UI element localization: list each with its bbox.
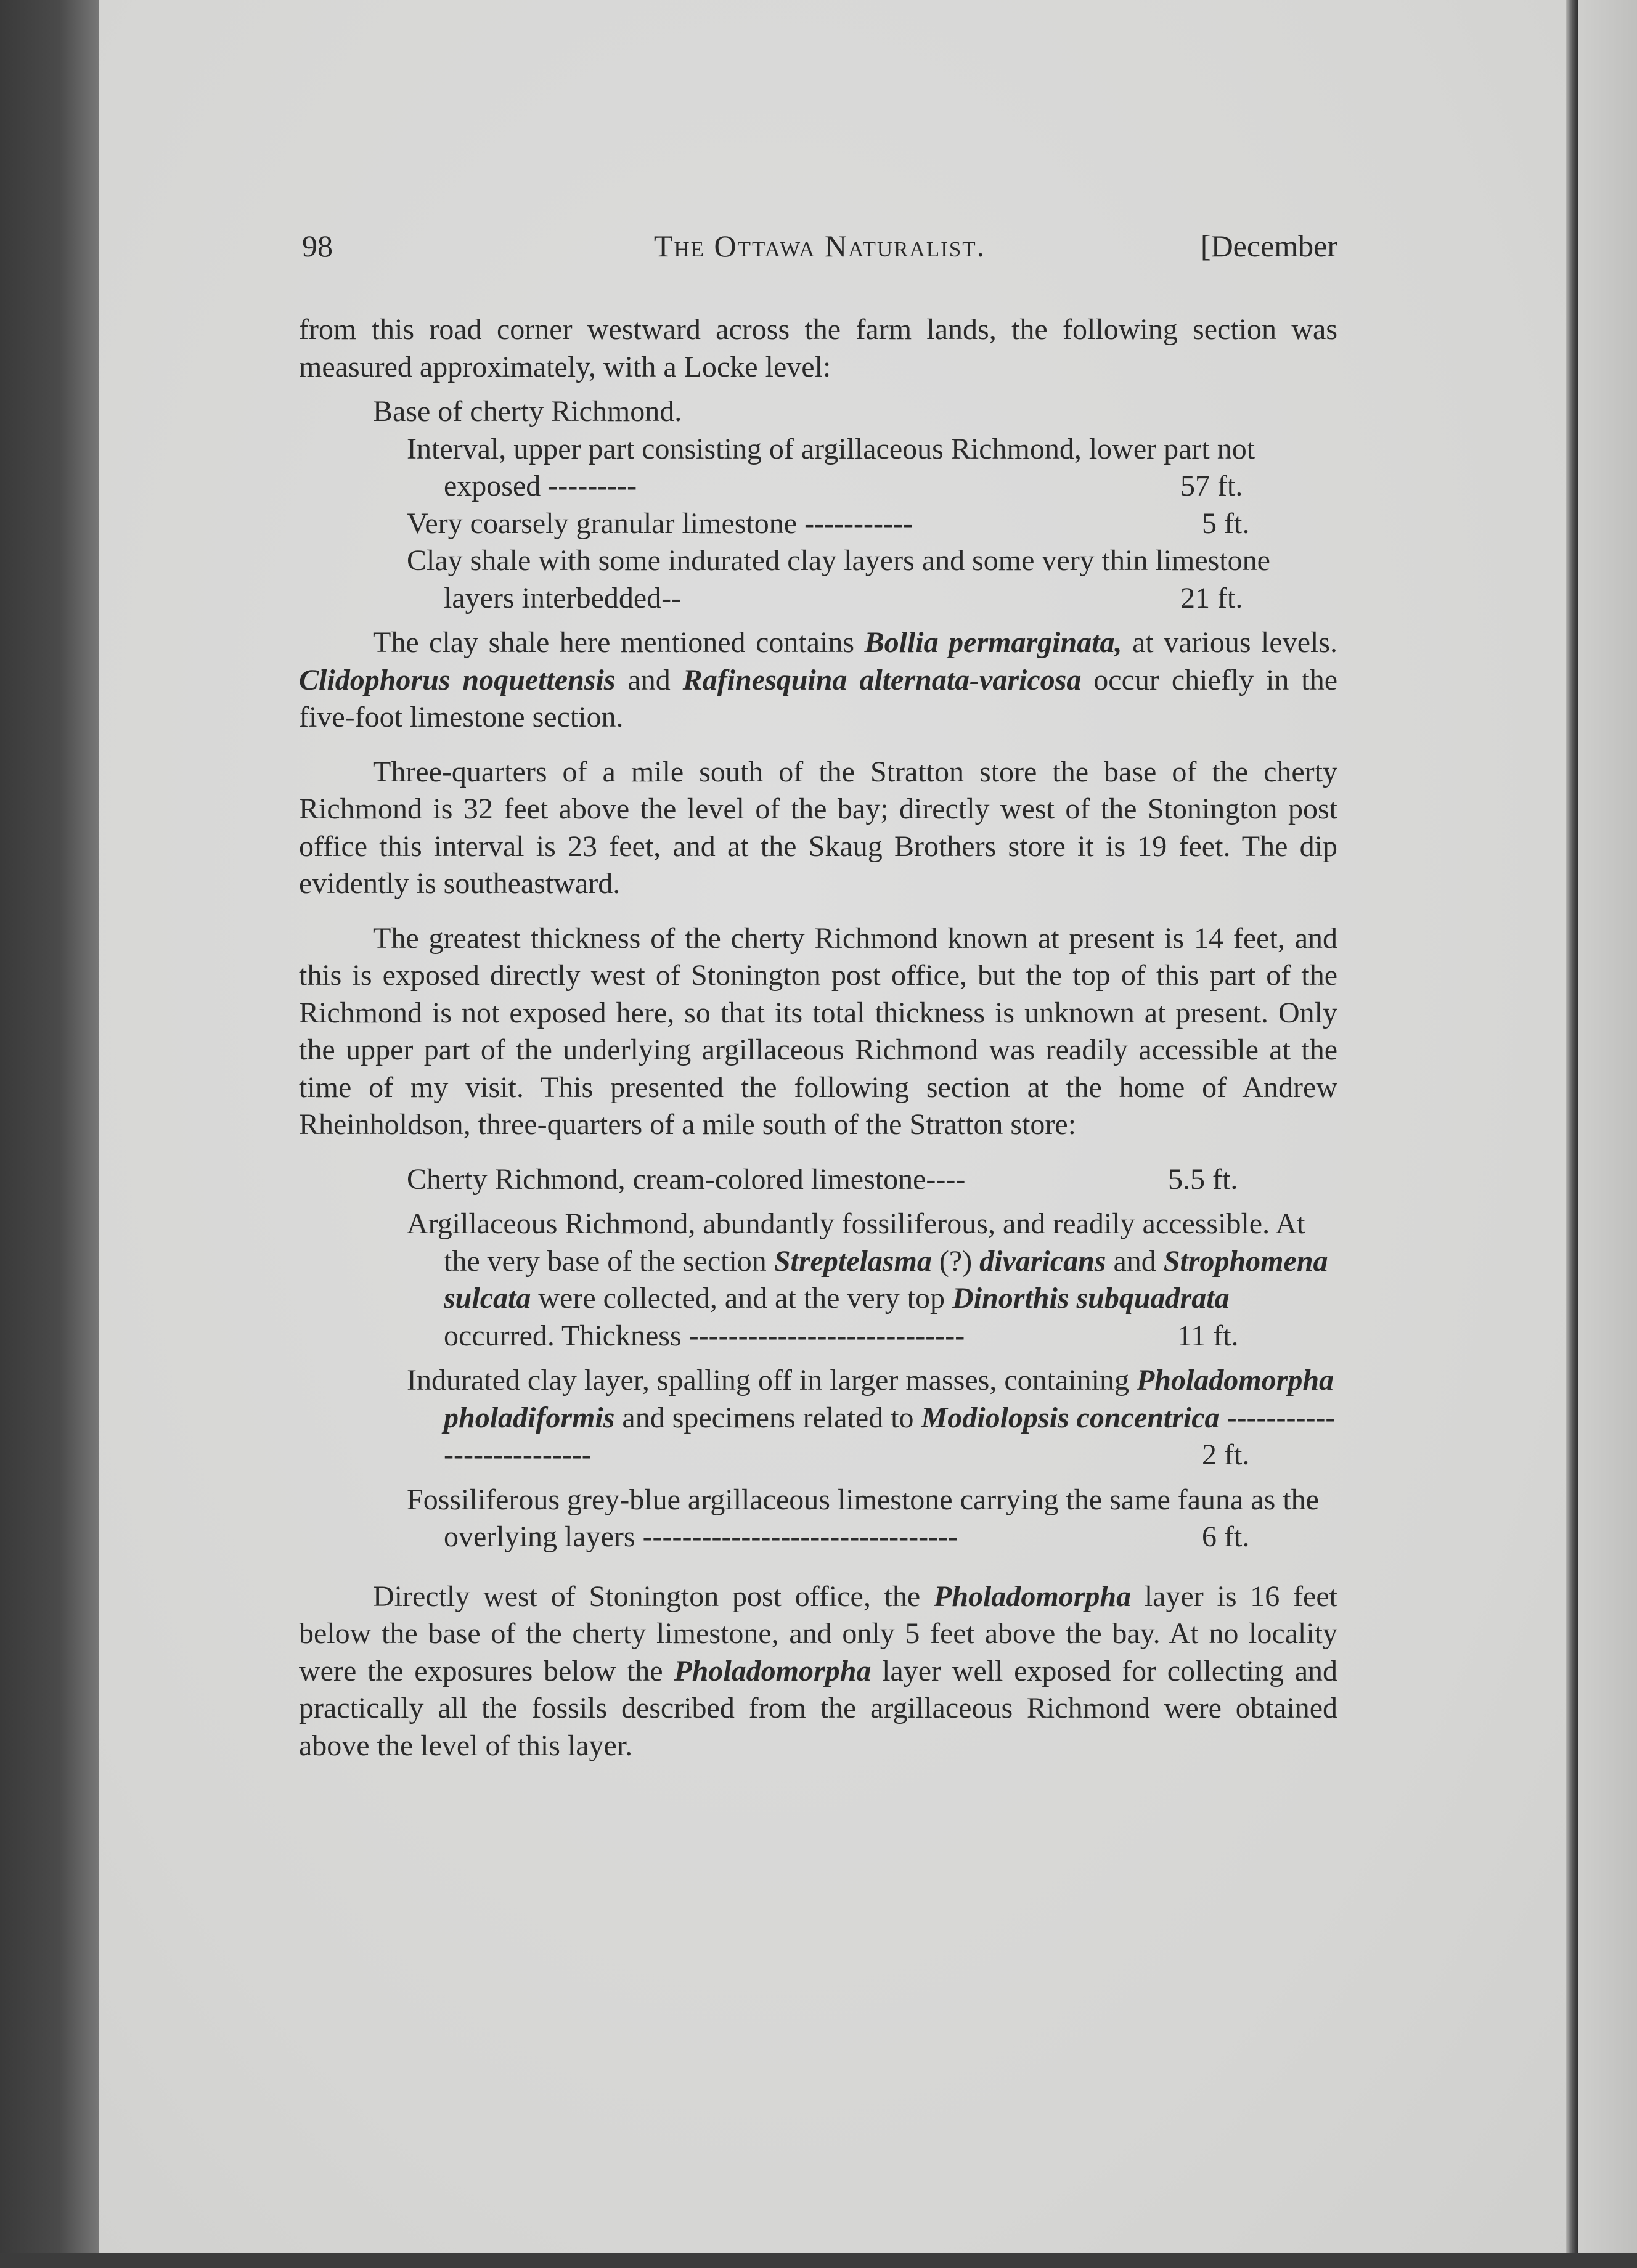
text-run: -------------------------- [444,1401,1336,1471]
species-name: Dinorthis subquadrata [952,1282,1230,1315]
section2-entry-text: Fossiliferous grey-blue argillaceous limestone carrying the same fauna as the overlying layers -------------------------------- [407,1483,1319,1553]
journal-title: The Ottawa Naturalist. [653,229,986,263]
species-name: Bollia permarginata, [864,626,1122,659]
section2-entry-fossiliferous [407,1482,1337,1556]
section2-entry-text: Cherty Richmond, cream-colored limestone---- [407,1162,966,1196]
intro-paragraph: from this road corner westward across the farm lands, the following section was measured approximately, with a Locke level: [299,313,1337,383]
paragraph-clay-shale [299,624,1337,736]
section1-entry [407,431,1337,505]
species-name: Pholadomorpha [934,1580,1132,1613]
section1-entry-text: Clay shale with some indurated clay layers and some very thin limestone layers interbedded-- [407,544,1270,614]
text-run: and specimens related to [614,1401,921,1434]
facing-page-edge [1578,0,1637,2268]
section1-entry [407,542,1337,617]
section2-entry-value: 2 ft. [1202,1438,1250,1471]
running-header [302,228,1337,271]
species-name: Strophomena sulcata [444,1244,1328,1315]
text-run: The clay shale here mentioned contains [373,626,865,659]
section2-entry-cherty [407,1161,1337,1199]
species-name: Streptelasma [774,1244,932,1278]
bottom-edge [0,2253,1637,2268]
section1-base: Base of cherty Richmond. [373,395,682,428]
text-run: occur chiefly in the five-foot limestone section. [299,663,1337,733]
paragraph-greatest-thickness: The greatest thickness of the cherty Richmond known at present is 14 feet, and this is exposed directly west of Stonington post office, but the top of this part of the Richmond is not exposed here, so that its total thickness is unknown at present. Only the upper part of the underlying argillaceous Richmond was readily accessible at the time of my visit. This presented the following section at the home of Andrew Rheinholdson, three-quarters of a mile south of the Stratton store: [299,921,1337,1141]
species-name: Modiolopsis concentrica [921,1401,1220,1434]
text-run: and [1106,1244,1164,1278]
text-run: were collected, and at the very top [531,1282,953,1315]
section2-entry-text [407,1364,1335,1471]
paragraph-stratton-store: Three-quarters of a mile south of the Stratton store the base of the cherty Richmond is 32 feet above the level of the bay; directly west of the Stonington post office this interval is 23 feet, and at the Skaug Brothers store it is 19 feet. The dip evidently is southeastward. [299,755,1337,900]
section2-entry-value: 11 ft. [1177,1319,1239,1352]
species-name: Pholadomorpha [674,1654,872,1687]
section1-entry [407,505,1337,543]
text-run: layer is 16 feet below the base of the cherty limestone, and only 5 feet above the bay. At no locality were the exposures below the [299,1580,1337,1687]
section2-entry-value: 5.5 ft. [1168,1162,1238,1196]
paragraph-pholadomorpha [299,1578,1337,1765]
species-name: Pholadomorpha pholadiformis [444,1364,1334,1434]
section2-entry-value: 6 ft. [1202,1520,1250,1553]
species-name: Clidophorus noquettensis [299,663,616,696]
page-number: 98 [302,229,333,263]
issue-month: [December [1200,229,1337,263]
section1-entry-value: 21 ft. [1180,581,1243,614]
page-fold-shadow [1566,0,1578,2253]
text-run: occurred. Thickness ---------------------------- [444,1319,965,1352]
species-name: divaricans [979,1244,1106,1278]
text-run: (?) [931,1244,980,1278]
section1-entry-text: Very coarsely granular limestone ----------- [407,507,913,540]
section1-entry-value: 5 ft. [1202,507,1250,540]
section1-entry-text: Interval, upper part consisting of argillaceous Richmond, lower part not exposed --------- [407,432,1255,502]
section2-entry-indurated [407,1362,1337,1474]
text-run: Argillaceous Richmond, abundantly fossiliferous, and readily accessible. At the very base of the section [407,1207,1305,1278]
text-run: Indurated clay layer, spalling off in larger masses, containing [407,1364,1137,1397]
text-run: at various levels. [1122,626,1338,659]
text-run: layer well exposed for collecting and practically all the fossils described from the argillaceous Richmond were obtained above the level of this layer. [299,1654,1338,1762]
text-run: and [615,663,683,696]
section2-entry-argillaceous [407,1205,1337,1355]
species-name: Rafinesquina alternata-varicosa [682,663,1082,696]
text-run: Directly west of Stonington post office, the [373,1580,934,1613]
book-binding-edge [0,0,99,2268]
article-body [299,311,1337,1764]
section1-entry-value: 57 ft. [1180,470,1243,502]
